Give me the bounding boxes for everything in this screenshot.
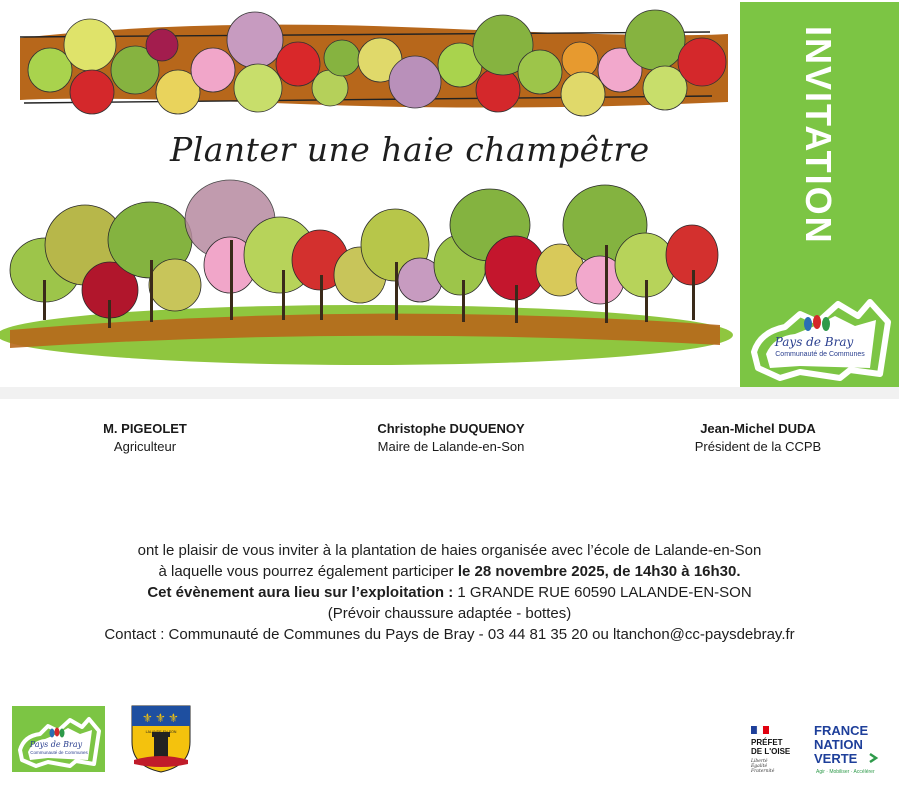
fnv-line-1: FRANCE [814, 723, 869, 738]
signer-role: Maire de Lalande-en-Son [377, 439, 525, 454]
crest-shield-icon [130, 704, 192, 774]
invitation-body [0, 540, 899, 645]
fnv-line-2: NATION [814, 737, 863, 752]
svg-text:⚜: ⚜ [168, 711, 179, 725]
invitation-label: INVITATION [798, 26, 839, 245]
pays-de-bray-logo-footer [12, 706, 105, 772]
prefet-motto-2: Égalité [751, 764, 768, 769]
marianne-icon [749, 724, 799, 780]
crest-text: LALANDE-EN-SON [145, 730, 177, 734]
prefet-line-2: DE L'OISE [751, 747, 791, 756]
event-date: le 28 novembre 2025, de 14h30 à 16h30. [457, 563, 741, 580]
prefet-oise-logo [749, 724, 799, 780]
location-label: Cet évènement aura lieu sur l’exploitation : [147, 584, 454, 601]
svg-text:⚜: ⚜ [155, 711, 166, 725]
headline-title: Planter une haie champêtre [170, 130, 650, 169]
body-line-4: (Prévoir chaussure adaptée - bottes) [327, 605, 572, 622]
signer-role: Président de la CCPB [694, 439, 822, 454]
france-nation-verte-icon [812, 722, 890, 778]
section-divider [0, 387, 899, 399]
signer-mayor [331, 420, 571, 456]
signer-name: Christophe DUQUENOY [377, 421, 525, 436]
fnv-line-3: VERTE [814, 751, 858, 766]
svg-text:⚜: ⚜ [142, 711, 153, 725]
body-line-1: ont le plaisir de vous inviter à la plantation de haies organisée avec l’école de Lalande-en-Son [137, 542, 762, 559]
logo-name-text: Pays de Bray [774, 335, 854, 349]
signer-farmer [25, 420, 265, 456]
prefet-line-1: PRÉFET [751, 738, 783, 747]
hedge-illustration-top [0, 0, 736, 387]
body-line-2-lead: à laquelle vous pourrez également participer [158, 563, 454, 580]
signer-role: Agriculteur [113, 439, 177, 454]
signer-name: M. PIGEOLET [103, 421, 187, 436]
invitation-header [0, 0, 899, 387]
footer-logo-tagline: Communauté de Communes [30, 750, 88, 755]
france-nation-verte-logo [812, 722, 890, 778]
signer-president [638, 420, 878, 456]
lalande-en-son-crest [130, 704, 192, 774]
body-line-2 [0, 561, 899, 582]
contact-line: Contact : Communauté de Communes du Pays de Bray - 03 44 81 35 20 ou ltanchon@cc-paysdebray.fr [104, 626, 795, 643]
logo-tagline-text: Communauté de Communes [775, 351, 865, 358]
pays-de-bray-logo-header [740, 282, 899, 387]
prefet-motto-3: Fraternité [751, 769, 775, 774]
pays-de-bray-map-icon [740, 282, 899, 387]
body-line-3 [0, 582, 899, 603]
footer-logo-name: Pays de Bray [29, 740, 83, 749]
prefet-motto-1: Liberté [751, 759, 768, 764]
location-address: 1 GRANDE RUE 60590 LALANDE-EN-SON [457, 584, 752, 601]
fnv-tagline: Agir · Mobiliser · Accélérer [816, 769, 875, 775]
pays-de-bray-footer-icon [12, 706, 105, 772]
signer-name: Jean-Michel DUDA [700, 421, 816, 436]
